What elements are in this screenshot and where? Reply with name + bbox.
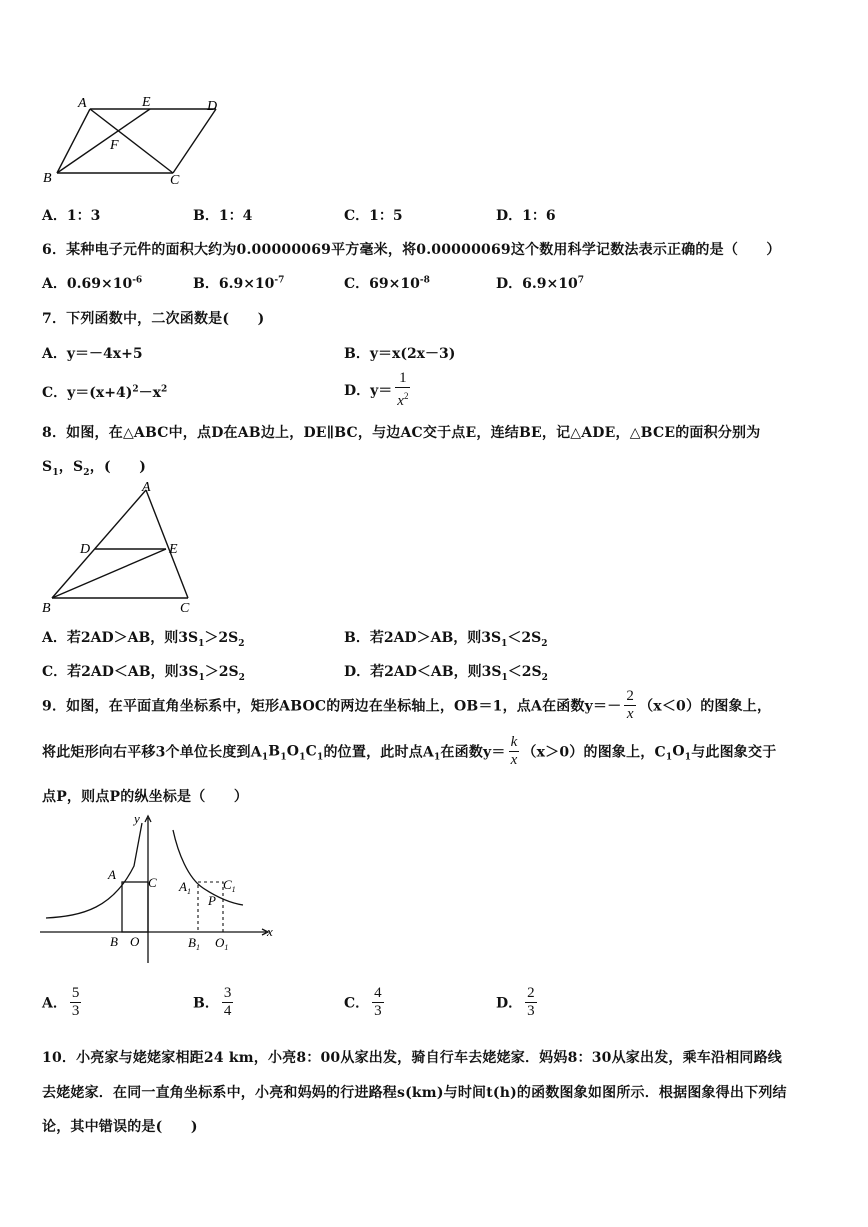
q7-option-c[interactable]: C．$y=(x+4)^2-x^2$ xyxy=(42,384,168,401)
label-e: E xyxy=(169,542,178,557)
q8-option-b[interactable]: B．若2AD＞AB，则$3S_1<2S_2$ xyxy=(344,630,548,649)
q7-option-d[interactable]: D．y＝ $\frac{1}{x^2}$ xyxy=(344,370,409,409)
label-x: x xyxy=(267,924,273,939)
label-b: B xyxy=(43,171,52,186)
q5-option-c[interactable]: C．1：5 xyxy=(344,208,403,224)
label-c: C xyxy=(148,875,157,890)
q5-option-a[interactable]: A．1：3 xyxy=(42,208,101,224)
q6-option-a[interactable]: A．$0.69\times 10^{-6}$ xyxy=(42,275,143,292)
q9-option-d[interactable]: D． $\frac{2}{3}$ xyxy=(496,985,535,1019)
label-a: A xyxy=(108,867,116,882)
label-c1: $C_1$ xyxy=(223,877,236,894)
q10-stem-line1: 10．小亮家与姥姥家相距24 km，小亮8：00从家出发，骑自行车去姥姥家．妈妈8：30从家出发，乘车沿相同路线 xyxy=(42,1050,782,1066)
label-b1: $B_1$ xyxy=(188,935,200,952)
q7-option-b[interactable]: B．y＝x(2x－3) xyxy=(344,346,456,362)
q9-option-c[interactable]: C． $\frac{4}{3}$ xyxy=(344,985,382,1019)
q9-stem-line2: 将此矩形向右平移3个单位长度到$A_1B_1O_1C_1$的位置，此时点$A_1$在函数y＝ $\frac{k}{x}$ （x＞0）的图象上，$C_1O_1$与此图象交于 xyxy=(42,734,777,768)
label-a: A xyxy=(142,480,151,495)
q9-stem-line1: 9．如图，在平面直角坐标系中，矩形ABOC的两边在坐标轴上，OB＝1，点A在函数y＝－ $\frac{2}{x}$ （x＜0）的图象上， xyxy=(42,688,772,722)
q7-stem: 7．下列函数中，二次函数是( ) xyxy=(42,311,265,327)
q9-option-a[interactable]: A． $\frac{5}{3}$ xyxy=(42,985,80,1019)
label-d: D xyxy=(80,542,91,557)
q10-stem-line3: 论，其中错误的是( ) xyxy=(42,1119,198,1135)
triangle-figure xyxy=(38,478,203,618)
q6-option-c[interactable]: C．$69\times 10^{-8}$ xyxy=(344,275,430,292)
q8-stem-line2: $S_1$，$S_2$，( ) xyxy=(42,459,147,478)
q6-stem: 6．某种电子元件的面积大约为0.00000069平方毫米，将0.00000069这个数用科学记数法表示正确的是（ ） xyxy=(42,242,781,258)
q6-option-d[interactable]: D．$6.9\times 10^7$ xyxy=(496,275,584,292)
q8-stem-line1: 8．如图，在△ABC中，点D在AB边上，DE∥BC，与边AC交于点E，连结BE，记△ADE，△BCE的面积分别为 xyxy=(42,425,761,441)
q10-stem-line2: 去姥姥家．在同一直角坐标系中，小亮和妈妈的行进路程s(km)与时间t(h)的函数图象如图所示．根据图象得出下列结 xyxy=(42,1085,787,1101)
coordinate-figure xyxy=(38,808,283,973)
label-e: E xyxy=(142,95,151,110)
q5-option-d[interactable]: D．1：6 xyxy=(496,208,556,224)
q6-option-b[interactable]: B．$6.9\times 10^{-7}$ xyxy=(193,275,285,292)
label-b: B xyxy=(110,934,118,949)
q7-option-a[interactable]: A．y＝－4x+5 xyxy=(42,346,143,362)
fraction: $\frac{1}{x^2}$ xyxy=(397,370,409,409)
q5-option-b[interactable]: B．1：4 xyxy=(193,208,253,224)
label-d: D xyxy=(207,99,218,114)
parallelogram-figure xyxy=(38,92,228,192)
label-a1: $A_1$ xyxy=(179,879,191,896)
label-p: P xyxy=(208,893,216,908)
label-o: O xyxy=(130,934,140,949)
label-a: A xyxy=(78,96,87,111)
label-c: C xyxy=(170,173,180,188)
label-f: F xyxy=(110,138,119,153)
label-c: C xyxy=(180,601,190,616)
label-o1: $O_1$ xyxy=(215,935,229,952)
q9-option-b[interactable]: B． $\frac{3}{4}$ xyxy=(193,985,232,1019)
q8-option-c[interactable]: C．若2AD＜AB，则$3S_1>2S_2$ xyxy=(42,664,245,683)
q8-option-d[interactable]: D．若2AD＜AB，则$3S_1<2S_2$ xyxy=(344,664,548,683)
q9-stem-line3: 点P，则点P的纵坐标是（ ） xyxy=(42,789,249,805)
label-y: y xyxy=(134,811,140,826)
q8-option-a[interactable]: A．若2AD＞AB，则$3S_1>2S_2$ xyxy=(42,630,245,649)
label-b: B xyxy=(42,601,51,616)
